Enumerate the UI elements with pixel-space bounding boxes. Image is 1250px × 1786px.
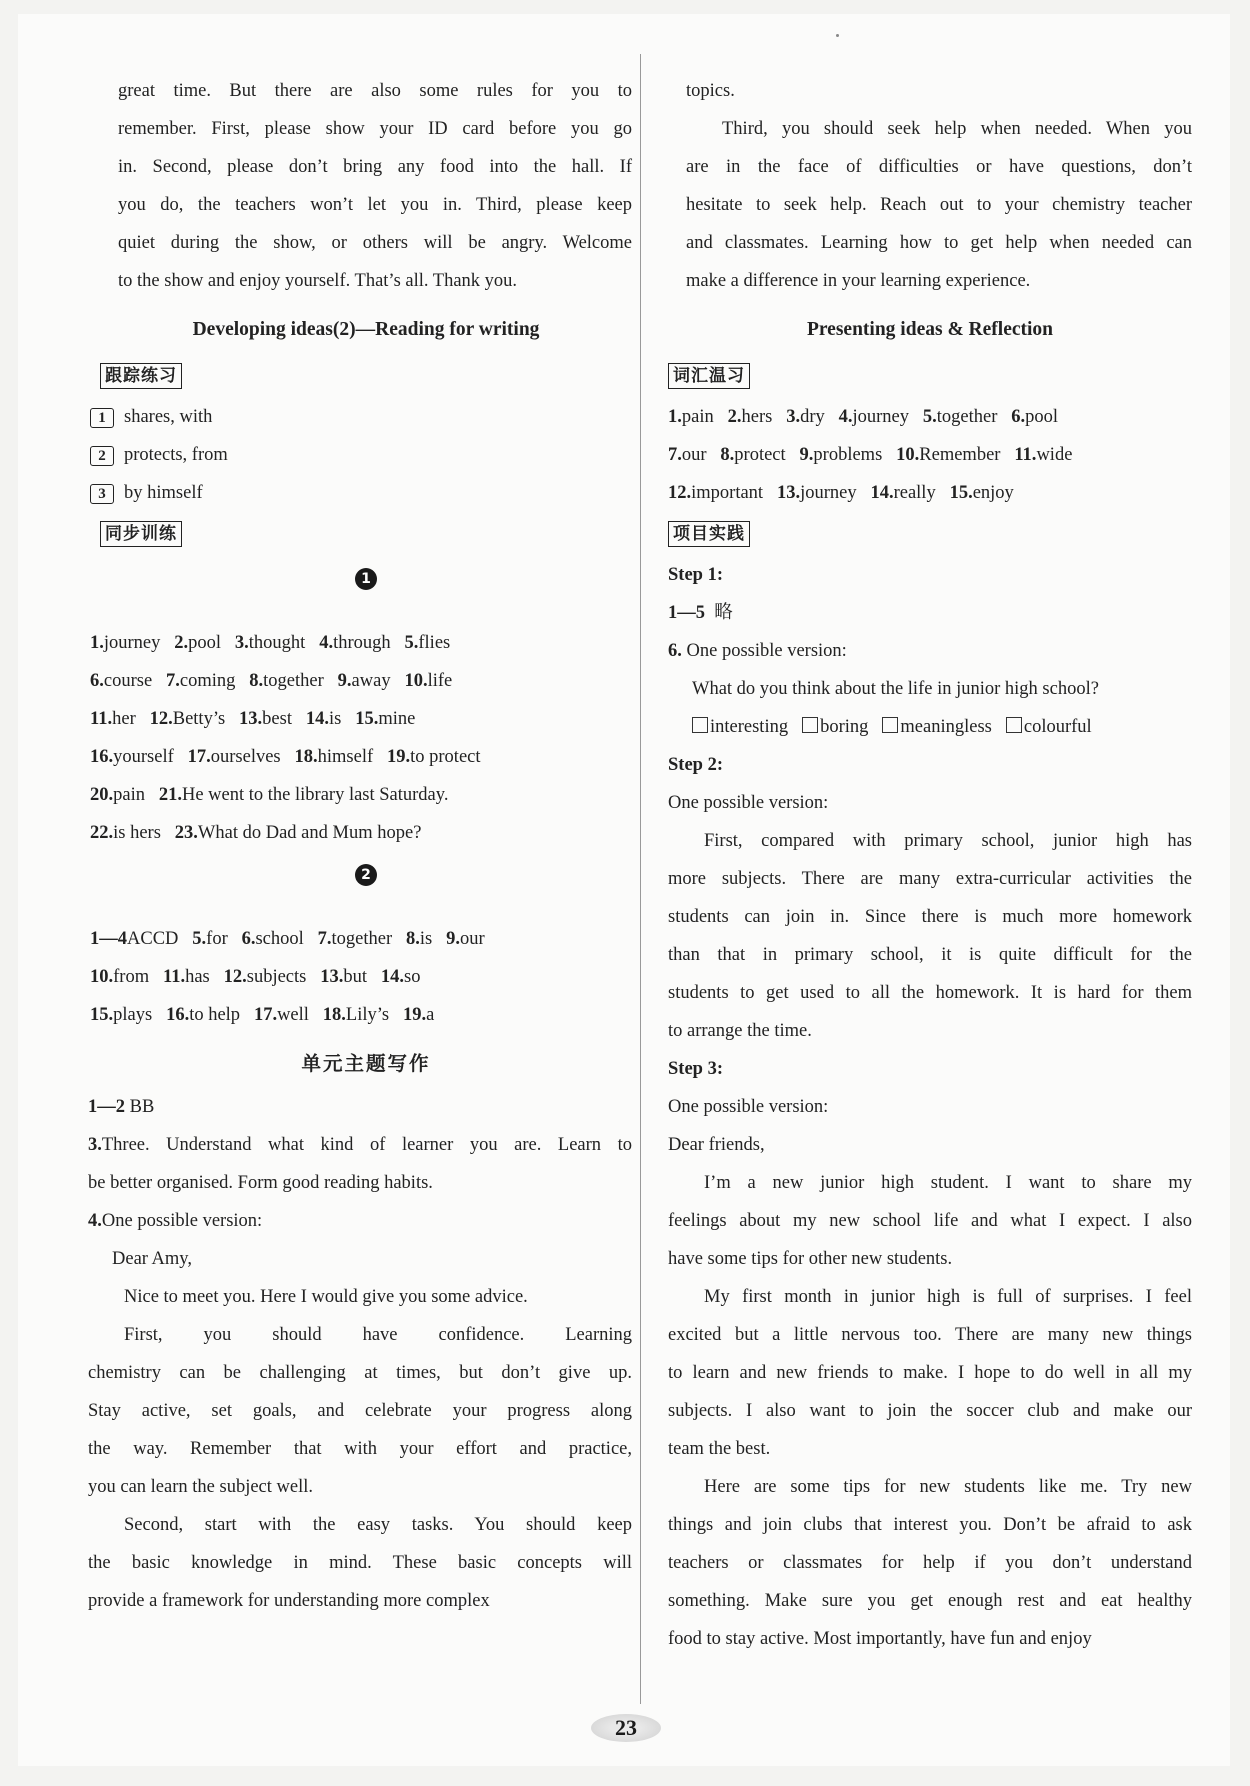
third-tip-line: hesitate to seek help. Reach out to your chemistry teacher (686, 195, 1192, 215)
letter-p2-line: the way. Remember that with your effort and practice, (88, 1439, 632, 1459)
uw-q4 (88, 1202, 632, 1240)
uw-q3-line: 3.Three. Understand what kind of learner you are. Learn to (88, 1135, 632, 1155)
item-number-box: 3 (90, 484, 114, 504)
part-1-answer-row: 20. pain 21. He went to the library last Saturday. (90, 785, 449, 805)
step-3-p3-line: teachers or classmates for help if you don’t understand (668, 1553, 1192, 1573)
section-title-presenting-ideas: Presenting ideas & Reflection (806, 319, 1054, 340)
step-1-b-number: 6. (668, 641, 682, 661)
letter-p2-line: you can learn the subject well. (88, 1477, 313, 1497)
tag-follow-practice: 跟踪练习 (100, 363, 182, 389)
tag-vocab-review: 词汇温习 (668, 363, 750, 389)
part-1-marker: 1 (355, 568, 377, 590)
intro-paragraph (118, 72, 632, 300)
third-tip-line: make a difference in your learning experience. (686, 271, 1031, 291)
uw-q3 (88, 1126, 632, 1202)
vocab-answer-row: 7. our 8. protect 9. problems 10. Remember 11. wide (668, 445, 1073, 465)
step-3-p2-line: to learn and new friends to make. I hope to do well in all my (668, 1363, 1192, 1383)
follow-item-text: shares, with (124, 407, 213, 427)
step-2-version: One possible version: (668, 793, 829, 813)
page-number (591, 1714, 661, 1742)
page-number-text: 23 (615, 1715, 637, 1740)
part-1-answers (90, 624, 632, 852)
follow-item (90, 436, 632, 474)
right-column (668, 72, 1192, 1658)
intro-line: great time. But there are also some rules for you to (118, 81, 632, 101)
step-3-p1-line: I’m a new junior high student. I want to share my (704, 1173, 1192, 1193)
speck (836, 34, 839, 37)
step-1-a (668, 594, 1192, 632)
letter-p3 (88, 1506, 632, 1620)
step-3-label: Step 3: (668, 1059, 723, 1079)
letter-p3-line: Second, start with the easy tasks. You should keep (124, 1515, 632, 1535)
vocab-answer-row: 12. important 13. journey 14. really 15. enjoy (668, 483, 1014, 503)
part-2-answers (90, 920, 632, 1034)
step-3-greeting: Dear friends, (668, 1135, 765, 1155)
tag-project-practice: 项目实践 (668, 521, 750, 547)
third-tip-paragraph (668, 110, 1192, 300)
letter-p3-line: the basic knowledge in mind. These basic concepts will (88, 1553, 632, 1573)
follow-item (90, 474, 632, 512)
tag-sync-training: 同步训练 (100, 521, 182, 547)
follow-item-text: protects, from (124, 445, 228, 465)
part-1-answer-row: 1. journey 2. pool 3. thought 4. through 5. flies (90, 633, 451, 653)
vocab-answer-row: 1. pain 2. hers 3. dry 4. journey 5. together 6. pool (668, 407, 1059, 427)
option-checkbox-2[interactable] (802, 717, 868, 737)
step-3-p3-line: something. Make sure you get enough rest and eat healthy (668, 1591, 1192, 1611)
option-label: interesting (710, 717, 789, 737)
third-tip-line: Third, you should seek help when needed. When you (722, 119, 1192, 139)
letter-p2-line: First, you should have confidence. Learning (124, 1325, 632, 1345)
intro-line: remember. First, please show your ID card before you go (118, 119, 632, 139)
step-3-p1-line: have some tips for other new students. (668, 1249, 953, 1269)
step-3-p1-line: feelings about my new school life and what I expect. I also (668, 1211, 1192, 1231)
checkbox-icon[interactable] (802, 717, 818, 733)
uw-q1-2-number: 1—2 (88, 1097, 125, 1117)
step-2-line: First, compared with primary school, junior high has (704, 831, 1192, 851)
letter-p1: Nice to meet you. Here I would give you some advice. (124, 1287, 528, 1307)
uw-q4-text: One possible version: (101, 1211, 263, 1231)
step-2-line: students can join in. Since there is much more homework (668, 907, 1192, 927)
step-3-p3 (668, 1468, 1192, 1658)
follow-item-text: by himself (124, 483, 203, 503)
left-column (88, 72, 632, 1620)
step-1-question: What do you think about the life in junior high school? (692, 679, 1099, 699)
item-number-box: 1 (90, 408, 114, 428)
step-2-line: than that in primary school, it is quite difficult for the (668, 945, 1192, 965)
column-divider (640, 54, 641, 1704)
uw-q1-2 (88, 1088, 632, 1126)
uw-q3-number: 3. (88, 1135, 102, 1155)
step-3-p3-line: food to stay active. Most importantly, have fun and enjoy (668, 1629, 1092, 1649)
part-1-answer-row: 11. her 12. Betty’s 13. best 14. is 15. mine (90, 709, 416, 729)
letter-p3-line: provide a framework for understanding more complex (88, 1591, 490, 1611)
checkbox-icon[interactable] (1006, 717, 1022, 733)
step-3-p3-line: things and join clubs that interest you. Don’t be afraid to ask (668, 1515, 1192, 1535)
follow-practice-list (90, 398, 632, 512)
part-1-answer-row: 16. yourself 17. ourselves 18. himself 19. to protect (90, 747, 481, 767)
step-3-p2-line: subjects. I also want to join the soccer club and make our (668, 1401, 1192, 1421)
third-tip-line: and classmates. Learning how to get help when needed can (686, 233, 1192, 253)
step-3-p2 (668, 1278, 1192, 1468)
step-3-p2-line: My first month in junior high is full of surprises. I feel (704, 1287, 1192, 1307)
option-label: colourful (1023, 717, 1092, 737)
step-1-b (668, 632, 1192, 670)
vocab-answers (668, 398, 1192, 512)
part-2-marker: 2 (355, 864, 377, 886)
part-2-answer-row: 10. from 11. has 12. subjects 13. but 14. so (90, 967, 421, 987)
letter-p2-line: chemistry can be challenging at times, but don’t give up. (88, 1363, 632, 1383)
option-checkbox-4[interactable] (1006, 717, 1092, 737)
part-1-answer-row: 6. course 7. coming 8. together 9. away 10. life (90, 671, 453, 691)
step-1-options (668, 708, 1192, 746)
intro-line: quiet during the show, or others will be angry. Welcome (118, 233, 632, 253)
continued-line: topics. (686, 81, 735, 101)
step-2-line: to arrange the time. (668, 1021, 812, 1041)
section-title-reading-for-writing: Developing ideas(2)—Reading for writing (192, 319, 540, 340)
letter-greeting: Dear Amy, (112, 1249, 192, 1269)
item-number-box: 2 (90, 446, 114, 466)
intro-line: to the show and enjoy yourself. That’s all. Thank you. (118, 271, 518, 291)
uw-q1-2-answer: BB (129, 1097, 155, 1117)
step-3-p1 (668, 1164, 1192, 1278)
checkbox-icon[interactable] (882, 717, 898, 733)
follow-item (90, 398, 632, 436)
step-1-a-text: 略 (714, 602, 735, 623)
checkbox-icon[interactable] (692, 717, 708, 733)
step-3-p2-line: team the best. (668, 1439, 771, 1459)
option-label: meaningless (900, 717, 992, 737)
step-1-label: Step 1: (668, 565, 723, 585)
part-2-answer-row: 1—4 ACCD 5. for 6. school 7. together 8. is 9. our (90, 929, 485, 949)
step-3-p3-line: Here are some tips for new students like me. Try new (704, 1477, 1192, 1497)
intro-line: you do, the teachers won’t let you in. Third, please keep (118, 195, 632, 215)
unit-writing-title: 单元主题写作 (301, 1052, 431, 1075)
answer-page (18, 14, 1230, 1766)
part-1-answer-row: 22. is hers 23. What do Dad and Mum hope? (90, 823, 422, 843)
step-1-a-number: 1—5 (668, 603, 705, 623)
part-2-answer-row: 15. plays 16. to help 17. well 18. Lily’s 19. a (90, 1005, 435, 1025)
step-3-version: One possible version: (668, 1097, 829, 1117)
uw-q4-number: 4. (88, 1211, 102, 1231)
intro-line: in. Second, please don’t bring any food into the hall. If (118, 157, 632, 177)
step-1-b-text: One possible version: (686, 641, 847, 661)
uw-q3-line: be better organised. Form good reading habits. (88, 1173, 433, 1193)
step-2-label: Step 2: (668, 755, 723, 775)
letter-p2 (88, 1316, 632, 1506)
option-checkbox-3[interactable] (882, 717, 991, 737)
third-tip-line: are in the face of difficulties or have questions, don’t (686, 157, 1192, 177)
step-2-line: more subjects. There are many extra-curricular activities the (668, 869, 1192, 889)
letter-p2-line: Stay active, set goals, and celebrate your progress along (88, 1401, 632, 1421)
step-3-p2-line: excited but a little nervous too. There are many new things (668, 1325, 1192, 1345)
option-label: boring (820, 717, 869, 737)
step-2-line: students to get used to all the homework. It is hard for them (668, 983, 1192, 1003)
option-checkbox-1[interactable] (692, 717, 788, 737)
step-2-paragraph (668, 822, 1192, 1050)
